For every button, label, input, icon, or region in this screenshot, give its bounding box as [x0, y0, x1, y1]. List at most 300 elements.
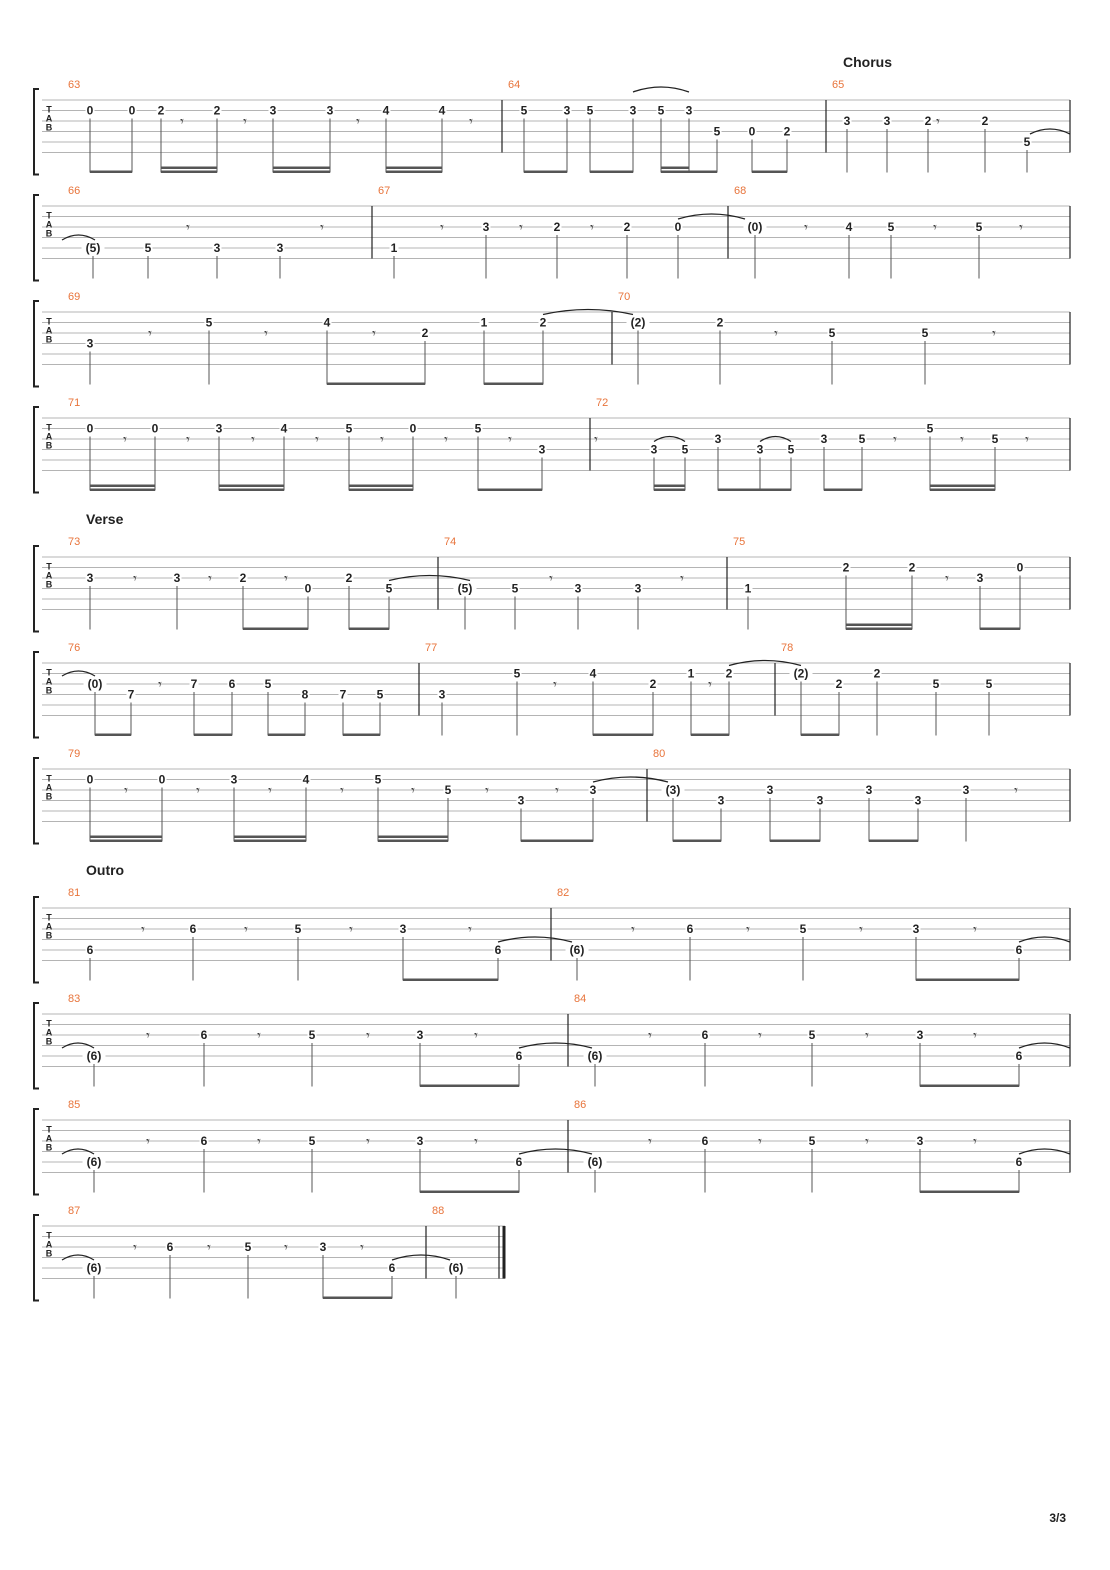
- fret-number: 3: [230, 772, 238, 787]
- measure-number: 85: [68, 1099, 81, 1111]
- fret-number: 4: [589, 666, 597, 681]
- rest-symbol: 𝄾: [158, 677, 162, 693]
- beam: [194, 734, 232, 737]
- beam: [689, 171, 717, 174]
- fret-number: 5: [294, 922, 302, 936]
- rest-symbol: 𝄾: [257, 1134, 261, 1150]
- measure-number: 70: [618, 291, 631, 303]
- fret-number: 2: [213, 103, 221, 118]
- rest-symbol: 𝄾: [474, 1134, 478, 1150]
- beam: [403, 979, 498, 982]
- tab-clef-letter: B: [45, 579, 53, 590]
- beam: [90, 171, 132, 174]
- fret-number: (2): [630, 315, 646, 330]
- fret-number: 0: [748, 124, 756, 139]
- measure-number: 80: [653, 748, 666, 760]
- beam: [243, 628, 308, 631]
- fret-number: 5: [376, 687, 384, 702]
- beam: [90, 836, 162, 839]
- fret-number: 3: [319, 1240, 327, 1254]
- fret-number: 0: [158, 772, 166, 787]
- fret-number: 0: [128, 103, 136, 118]
- rest-symbol: 𝄾: [268, 783, 272, 799]
- beam: [654, 489, 685, 492]
- rest-symbol: 𝄾: [1019, 220, 1023, 236]
- tab-clef-letter: T: [46, 912, 52, 923]
- fret-number: 1: [480, 315, 488, 330]
- fret-number: (6): [448, 1261, 464, 1275]
- rest-symbol: 𝄾: [320, 220, 324, 236]
- system-bracket: [34, 407, 39, 493]
- fret-number: 1: [687, 666, 695, 681]
- rest-symbol: 𝄾: [508, 432, 512, 448]
- beam: [824, 489, 862, 492]
- fret-number: 1: [390, 241, 398, 255]
- rest-symbol: 𝄾: [859, 922, 863, 938]
- fret-number: (6): [587, 1049, 603, 1063]
- fret-number: 3: [438, 687, 446, 702]
- system-bracket: [34, 1215, 39, 1301]
- system-bracket: [34, 897, 39, 983]
- fret-number: 0: [674, 220, 682, 234]
- measure-number: 82: [557, 887, 570, 899]
- tab-clef-letter: B: [45, 1142, 53, 1153]
- rest-symbol: 𝄾: [340, 783, 344, 799]
- tab-clef-letter: T: [46, 773, 52, 784]
- measure-number: 88: [432, 1205, 445, 1217]
- beam: [90, 489, 155, 492]
- fret-number: (6): [86, 1049, 102, 1063]
- fret-number: 6: [1015, 1155, 1023, 1169]
- measure-number: 84: [574, 993, 587, 1005]
- fret-number: 3: [538, 442, 546, 457]
- fret-number: 0: [86, 421, 94, 436]
- beam: [920, 1191, 1019, 1194]
- beam: [661, 167, 689, 170]
- rest-symbol: 𝄾: [973, 1028, 977, 1044]
- fret-number: 5: [932, 677, 940, 691]
- beam: [484, 383, 543, 386]
- fret-number: 3: [914, 793, 922, 808]
- fret-number: 6: [200, 1134, 208, 1148]
- fret-number: (5): [457, 581, 473, 596]
- beam: [980, 628, 1020, 631]
- fret-number: 5: [264, 677, 272, 691]
- fret-number: 5: [681, 442, 689, 457]
- measure-number: 72: [596, 397, 609, 409]
- measure-number: 83: [68, 993, 81, 1005]
- fret-number: 5: [926, 421, 934, 436]
- rest-symbol: 𝄾: [485, 783, 489, 799]
- fret-number: 6: [686, 922, 694, 936]
- fret-number: 0: [86, 772, 94, 787]
- beam: [378, 840, 448, 843]
- rest-symbol: 𝄾: [1025, 432, 1029, 448]
- beam: [161, 167, 217, 170]
- beam: [273, 171, 330, 174]
- system-bracket: [34, 301, 39, 387]
- tab-clef-letter: B: [45, 930, 53, 941]
- beam: [349, 485, 413, 488]
- fret-number: 5: [799, 922, 807, 936]
- fret-number: 0: [151, 421, 159, 436]
- fret-number: 5: [1023, 135, 1031, 149]
- measure-number: 69: [68, 291, 81, 303]
- tab-clef-letter: B: [45, 1248, 53, 1259]
- fret-number: 3: [213, 241, 221, 255]
- measure-number: 66: [68, 185, 81, 197]
- tab-clef-letter: B: [45, 685, 53, 696]
- fret-number: 5: [385, 581, 393, 596]
- rest-symbol: 𝄾: [758, 1134, 762, 1150]
- fret-number: 2: [649, 677, 657, 691]
- rest-symbol: 𝄾: [865, 1134, 869, 1150]
- rest-symbol: 𝄾: [315, 432, 319, 448]
- system-bracket: [34, 89, 39, 175]
- fret-number: 5: [991, 432, 999, 446]
- fret-number: 0: [409, 421, 417, 436]
- fret-number: 2: [345, 571, 353, 585]
- tab-clef-letter: B: [45, 122, 53, 133]
- rest-symbol: 𝄾: [746, 922, 750, 938]
- fret-number: (6): [86, 1261, 102, 1275]
- fret-number: 6: [200, 1028, 208, 1042]
- fret-number: 5: [713, 124, 721, 139]
- rest-symbol: 𝄾: [141, 922, 145, 938]
- fret-number: 5: [244, 1240, 252, 1254]
- fret-number: 4: [323, 315, 331, 330]
- fret-number: 5: [858, 432, 866, 446]
- rest-symbol: 𝄾: [196, 783, 200, 799]
- fret-number: 5: [444, 783, 452, 797]
- beam: [268, 734, 305, 737]
- fret-number: (3): [665, 783, 681, 797]
- fret-number: 3: [86, 571, 94, 585]
- fret-number: 3: [173, 571, 181, 585]
- fret-number: 3: [962, 783, 970, 797]
- rest-symbol: 𝄾: [648, 1134, 652, 1150]
- section-label: Chorus: [843, 54, 892, 70]
- measure-number: 65: [832, 79, 845, 91]
- fret-number: 3: [215, 421, 223, 436]
- fret-number: 3: [820, 432, 828, 446]
- rest-symbol: 𝄾: [960, 432, 964, 448]
- rest-symbol: 𝄾: [973, 1134, 977, 1150]
- fret-number: 6: [166, 1240, 174, 1254]
- beam: [386, 167, 442, 170]
- fret-number: 0: [304, 581, 312, 596]
- rest-symbol: 𝄾: [631, 922, 635, 938]
- rest-symbol: 𝄾: [553, 677, 557, 693]
- beam: [161, 171, 217, 174]
- beam: [349, 628, 389, 631]
- fret-number: 2: [783, 124, 791, 139]
- beam: [95, 734, 131, 737]
- beam: [930, 485, 995, 488]
- fret-number: 2: [421, 326, 429, 340]
- beam: [718, 489, 791, 492]
- fret-number: 5: [520, 103, 528, 118]
- rest-symbol: 𝄾: [648, 1028, 652, 1044]
- measure-number: 78: [781, 642, 794, 654]
- tab-clef-letter: B: [45, 334, 53, 345]
- rest-symbol: 𝄾: [444, 432, 448, 448]
- rest-symbol: 𝄾: [380, 432, 384, 448]
- tab-clef-letter: B: [45, 440, 53, 451]
- tab-clef-letter: B: [45, 228, 53, 239]
- fret-number: 2: [842, 560, 850, 575]
- rest-symbol: 𝄾: [186, 220, 190, 236]
- tab-clef-letter: A: [45, 921, 53, 932]
- rest-symbol: 𝄾: [180, 114, 184, 130]
- fret-number: (2): [793, 666, 809, 681]
- fret-number: 3: [756, 442, 764, 457]
- fret-number: 3: [650, 442, 658, 457]
- beam: [673, 840, 721, 843]
- beam: [770, 840, 820, 843]
- fret-number: 7: [127, 687, 135, 702]
- tab-clef-letter: B: [45, 1036, 53, 1047]
- rest-symbol: 𝄾: [366, 1028, 370, 1044]
- rest-symbol: 𝄾: [356, 114, 360, 130]
- rest-symbol: 𝄾: [804, 220, 808, 236]
- rest-symbol: 𝄾: [264, 326, 268, 342]
- beam: [661, 171, 689, 174]
- fret-number: 3: [416, 1028, 424, 1042]
- fret-number: 5: [808, 1134, 816, 1148]
- tab-clef-letter: B: [45, 791, 53, 802]
- fret-number: 3: [916, 1134, 924, 1148]
- rest-symbol: 𝄾: [774, 326, 778, 342]
- beam: [846, 624, 912, 627]
- measure-number: 75: [733, 536, 746, 548]
- fret-number: 3: [326, 103, 334, 118]
- beam: [916, 979, 1019, 982]
- fret-number: 2: [725, 666, 733, 681]
- rest-symbol: 𝄾: [936, 114, 940, 130]
- fret-number: 2: [908, 560, 916, 575]
- fret-number: 2: [539, 315, 547, 330]
- fret-number: 3: [517, 793, 525, 808]
- fret-number: 5: [657, 103, 665, 118]
- rest-symbol: 𝄾: [123, 432, 127, 448]
- fret-number: (6): [86, 1155, 102, 1169]
- fret-number: 2: [623, 220, 631, 234]
- fret-number: 0: [1016, 560, 1024, 575]
- tab-clef-letter: A: [45, 676, 53, 687]
- fret-number: 1: [744, 581, 752, 596]
- fret-number: 2: [239, 571, 247, 585]
- system-bracket: [34, 1003, 39, 1089]
- tab-clef-letter: A: [45, 1239, 53, 1250]
- measure-number: 68: [734, 185, 747, 197]
- rest-symbol: 𝄾: [366, 1134, 370, 1150]
- fret-number: 2: [716, 315, 724, 330]
- beam: [273, 167, 330, 170]
- fret-number: 2: [981, 114, 989, 128]
- beam: [378, 836, 448, 839]
- rest-symbol: 𝄾: [146, 1028, 150, 1044]
- system-bracket: [34, 546, 39, 632]
- fret-number: 4: [280, 421, 288, 436]
- beam: [349, 489, 413, 492]
- rest-symbol: 𝄾: [148, 326, 152, 342]
- measure-number: 63: [68, 79, 81, 91]
- fret-number: 5: [975, 220, 983, 234]
- rest-symbol: 𝄾: [251, 432, 255, 448]
- beam: [590, 171, 633, 174]
- fret-number: 2: [924, 114, 932, 128]
- page-number: 3/3: [1049, 1511, 1066, 1525]
- fret-number: 3: [482, 220, 490, 234]
- fret-number: 6: [1015, 943, 1023, 957]
- tab-clef-letter: A: [45, 570, 53, 581]
- beam: [386, 171, 442, 174]
- fret-number: 5: [205, 315, 213, 330]
- rest-symbol: 𝄾: [372, 326, 376, 342]
- section-label: Verse: [86, 511, 124, 527]
- rest-symbol: 𝄾: [284, 571, 288, 587]
- rest-symbol: 𝄾: [758, 1028, 762, 1044]
- fret-number: 2: [553, 220, 561, 234]
- measure-number: 71: [68, 397, 81, 409]
- beam: [420, 1191, 519, 1194]
- tab-clef-letter: A: [45, 219, 53, 230]
- rest-symbol: 𝄾: [933, 220, 937, 236]
- rest-symbol: 𝄾: [468, 922, 472, 938]
- rest-symbol: 𝄾: [360, 1240, 364, 1256]
- fret-number: 3: [269, 103, 277, 118]
- rest-symbol: 𝄾: [257, 1028, 261, 1044]
- system-bracket: [34, 195, 39, 281]
- fret-number: 3: [574, 581, 582, 596]
- fret-number: 5: [828, 326, 836, 340]
- beam: [420, 1085, 519, 1088]
- fret-number: 5: [921, 326, 929, 340]
- fret-number: 4: [382, 103, 390, 118]
- fret-number: 3: [916, 1028, 924, 1042]
- fret-number: 7: [339, 687, 347, 702]
- measure-number: 64: [508, 79, 521, 91]
- rest-symbol: 𝄾: [469, 114, 473, 130]
- rest-symbol: 𝄾: [708, 677, 712, 693]
- fret-number: 6: [515, 1049, 523, 1063]
- fret-number: 5: [511, 581, 519, 596]
- tab-clef-letter: T: [46, 316, 52, 327]
- fret-number: (6): [569, 943, 585, 957]
- beam: [478, 489, 542, 492]
- fret-number: 0: [86, 103, 94, 118]
- fret-number: 2: [157, 103, 165, 118]
- fret-number: 6: [494, 943, 502, 957]
- rest-symbol: 𝄾: [349, 922, 353, 938]
- beam: [234, 840, 306, 843]
- rest-symbol: 𝄾: [549, 571, 553, 587]
- rest-symbol: 𝄾: [555, 783, 559, 799]
- rest-symbol: 𝄾: [284, 1240, 288, 1256]
- section-label: Outro: [86, 862, 125, 878]
- fret-number: 3: [976, 571, 984, 585]
- beam: [90, 485, 155, 488]
- tab-clef-letter: T: [46, 422, 52, 433]
- beam: [801, 734, 839, 737]
- tab-clef-letter: A: [45, 782, 53, 793]
- fret-number: 6: [701, 1134, 709, 1148]
- fret-number: 3: [816, 793, 824, 808]
- fret-number: 3: [714, 432, 722, 446]
- rest-symbol: 𝄾: [474, 1028, 478, 1044]
- fret-number: 5: [513, 666, 521, 681]
- rest-symbol: 𝄾: [243, 114, 247, 130]
- rest-symbol: 𝄾: [893, 432, 897, 448]
- tab-clef-letter: T: [46, 1124, 52, 1135]
- fret-number: 3: [563, 103, 571, 118]
- tab-clef-letter: T: [46, 104, 52, 115]
- fret-number: 3: [634, 581, 642, 596]
- fret-number: 3: [865, 783, 873, 797]
- rest-symbol: 𝄾: [440, 220, 444, 236]
- fret-number: 6: [228, 677, 236, 691]
- beam: [846, 628, 912, 631]
- system-bracket: [34, 652, 39, 738]
- fret-number: 5: [308, 1134, 316, 1148]
- beam: [327, 383, 425, 386]
- rest-symbol: 𝄾: [680, 571, 684, 587]
- beam: [691, 734, 729, 737]
- beam: [323, 1297, 392, 1300]
- beam: [234, 836, 306, 839]
- beam: [752, 171, 787, 174]
- beam: [593, 734, 653, 737]
- rest-symbol: 𝄾: [945, 571, 949, 587]
- measure-number: 67: [378, 185, 391, 197]
- system-bracket: [34, 758, 39, 844]
- fret-number: 6: [701, 1028, 709, 1042]
- measure-number: 81: [68, 887, 81, 899]
- beam: [930, 489, 995, 492]
- tab-clef-letter: A: [45, 431, 53, 442]
- beam: [524, 171, 567, 174]
- rest-symbol: 𝄾: [133, 1240, 137, 1256]
- beam: [869, 840, 918, 843]
- fret-number: 4: [438, 103, 446, 118]
- rest-symbol: 𝄾: [1014, 783, 1018, 799]
- fret-number: 3: [86, 336, 94, 351]
- measure-number: 79: [68, 748, 81, 760]
- fret-number: 3: [589, 783, 597, 797]
- fret-number: 5: [787, 442, 795, 457]
- fret-number: 2: [873, 666, 881, 681]
- fret-number: 4: [845, 220, 853, 234]
- fret-number: 5: [985, 677, 993, 691]
- fret-number: 6: [388, 1261, 396, 1275]
- fret-number: 3: [399, 922, 407, 936]
- tab-clef-letter: A: [45, 113, 53, 124]
- fret-number: 3: [629, 103, 637, 118]
- fret-number: 2: [835, 677, 843, 691]
- rest-symbol: 𝄾: [594, 432, 598, 448]
- beam: [219, 485, 284, 488]
- measure-number: 87: [68, 1205, 81, 1217]
- measure-number: 73: [68, 536, 81, 548]
- tab-clef-letter: A: [45, 1027, 53, 1038]
- fret-number: 5: [586, 103, 594, 118]
- fret-number: 7: [190, 677, 198, 691]
- rest-symbol: 𝄾: [865, 1028, 869, 1044]
- tie-arc: [633, 87, 689, 92]
- fret-number: 8: [301, 687, 309, 702]
- measure-number: 86: [574, 1099, 587, 1111]
